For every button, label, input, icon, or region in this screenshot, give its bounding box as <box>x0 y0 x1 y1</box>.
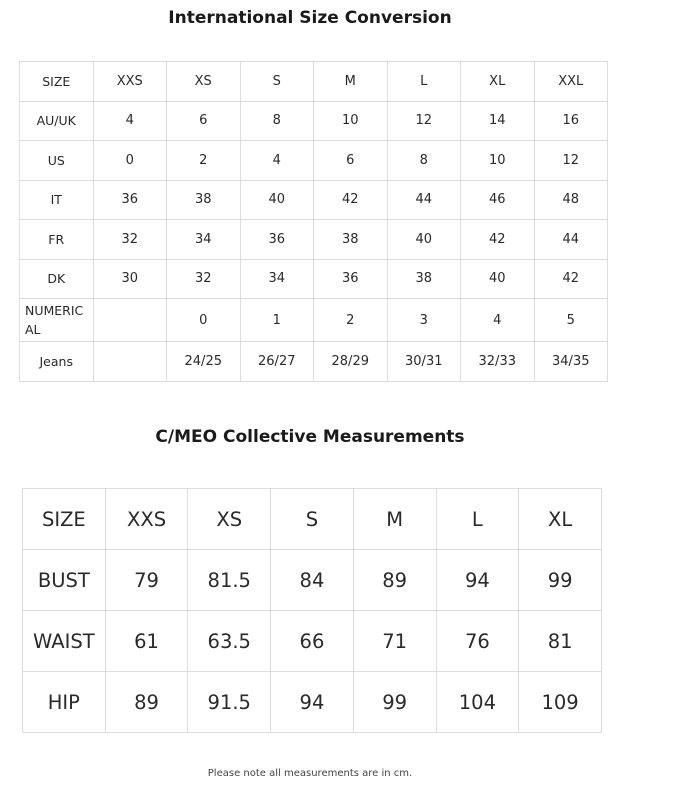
table-cell: 99 <box>353 672 436 733</box>
table-cell: 66 <box>271 611 354 672</box>
row-header-cell: IT <box>20 180 94 220</box>
measurements-note: Please note all measurements are in cm. <box>207 768 413 779</box>
measurements-title: C/MEO Collective Measurements <box>155 427 465 447</box>
row-header-cell: US <box>20 141 94 181</box>
table-cell: 94 <box>271 672 354 733</box>
table-cell: 38 <box>167 180 241 220</box>
international-row <box>20 220 608 260</box>
column-header-cell: XS <box>188 489 271 550</box>
measurements-table <box>22 488 602 733</box>
table-cell: 24/25 <box>167 342 241 382</box>
table-cell: 30 <box>93 259 167 299</box>
table-cell: 81.5 <box>188 550 271 611</box>
table-cell: 4 <box>93 101 167 141</box>
table-cell: 34 <box>240 259 314 299</box>
table-cell: 109 <box>519 672 602 733</box>
row-header-cell: SIZE <box>20 62 94 102</box>
row-header-cell: WAIST <box>23 611 106 672</box>
column-header-cell: XXL <box>534 62 608 102</box>
international-size-title: International Size Conversion <box>168 8 452 28</box>
column-header-cell: M <box>314 62 388 102</box>
row-header-cell: Jeans <box>20 342 94 382</box>
column-header-cell: M <box>353 489 436 550</box>
table-cell <box>93 299 167 342</box>
table-cell: 89 <box>353 550 436 611</box>
column-header-cell: S <box>271 489 354 550</box>
row-header-cell: DK <box>20 259 94 299</box>
column-header-cell: XL <box>461 62 535 102</box>
table-cell: 89 <box>105 672 188 733</box>
table-cell: 2 <box>167 141 241 181</box>
table-cell: 16 <box>534 101 608 141</box>
international-row <box>20 101 608 141</box>
international-row <box>20 342 608 382</box>
table-cell <box>93 342 167 382</box>
table-cell: 44 <box>534 220 608 260</box>
table-cell: 28/29 <box>314 342 388 382</box>
row-header-cell: AU/UK <box>20 101 94 141</box>
table-cell: 81 <box>519 611 602 672</box>
table-cell: 14 <box>461 101 535 141</box>
table-cell: 12 <box>534 141 608 181</box>
measurements-row <box>23 550 602 611</box>
row-header-cell: NUMERIC AL <box>20 299 94 342</box>
table-cell: 84 <box>271 550 354 611</box>
table-cell: 38 <box>387 259 461 299</box>
international-row <box>20 141 608 181</box>
table-cell: 71 <box>353 611 436 672</box>
international-row <box>20 299 608 342</box>
table-cell: 5 <box>534 299 608 342</box>
column-header-cell: L <box>387 62 461 102</box>
table-cell: 36 <box>93 180 167 220</box>
column-header-cell: L <box>436 489 519 550</box>
row-header-cell: BUST <box>23 550 106 611</box>
table-cell: 76 <box>436 611 519 672</box>
table-cell: 91.5 <box>188 672 271 733</box>
table-cell: 99 <box>519 550 602 611</box>
table-cell: 10 <box>461 141 535 181</box>
table-cell: 8 <box>240 101 314 141</box>
table-cell: 4 <box>461 299 535 342</box>
table-cell: 10 <box>314 101 388 141</box>
international-row <box>20 62 608 102</box>
table-cell: 36 <box>240 220 314 260</box>
table-cell: 3 <box>387 299 461 342</box>
international-row <box>20 259 608 299</box>
column-header-cell: XL <box>519 489 602 550</box>
table-cell: 44 <box>387 180 461 220</box>
table-cell: 4 <box>240 141 314 181</box>
table-cell: 8 <box>387 141 461 181</box>
international-size-table <box>19 61 608 382</box>
table-cell: 6 <box>314 141 388 181</box>
table-cell: 42 <box>534 259 608 299</box>
table-cell: 48 <box>534 180 608 220</box>
table-cell: 94 <box>436 550 519 611</box>
table-cell: 6 <box>167 101 241 141</box>
measurements-row <box>23 489 602 550</box>
table-cell: 42 <box>461 220 535 260</box>
column-header-cell: S <box>240 62 314 102</box>
table-cell: 34 <box>167 220 241 260</box>
row-header-cell: FR <box>20 220 94 260</box>
table-cell: 46 <box>461 180 535 220</box>
table-cell: 0 <box>167 299 241 342</box>
table-cell: 42 <box>314 180 388 220</box>
table-cell: 32 <box>93 220 167 260</box>
table-cell: 34/35 <box>534 342 608 382</box>
measurements-row <box>23 672 602 733</box>
table-cell: 32 <box>167 259 241 299</box>
table-cell: 12 <box>387 101 461 141</box>
table-cell: 30/31 <box>387 342 461 382</box>
measurements-row <box>23 611 602 672</box>
column-header-cell: XS <box>167 62 241 102</box>
table-cell: 1 <box>240 299 314 342</box>
table-cell: 40 <box>240 180 314 220</box>
column-header-cell: XXS <box>105 489 188 550</box>
table-cell: 0 <box>93 141 167 181</box>
international-row <box>20 180 608 220</box>
table-cell: 40 <box>387 220 461 260</box>
column-header-cell: XXS <box>93 62 167 102</box>
table-cell: 40 <box>461 259 535 299</box>
table-cell: 38 <box>314 220 388 260</box>
table-cell: 36 <box>314 259 388 299</box>
table-cell: 79 <box>105 550 188 611</box>
table-cell: 63.5 <box>188 611 271 672</box>
row-header-cell: SIZE <box>23 489 106 550</box>
row-header-cell: HIP <box>23 672 106 733</box>
table-cell: 61 <box>105 611 188 672</box>
table-cell: 26/27 <box>240 342 314 382</box>
table-cell: 104 <box>436 672 519 733</box>
table-cell: 32/33 <box>461 342 535 382</box>
table-cell: 2 <box>314 299 388 342</box>
